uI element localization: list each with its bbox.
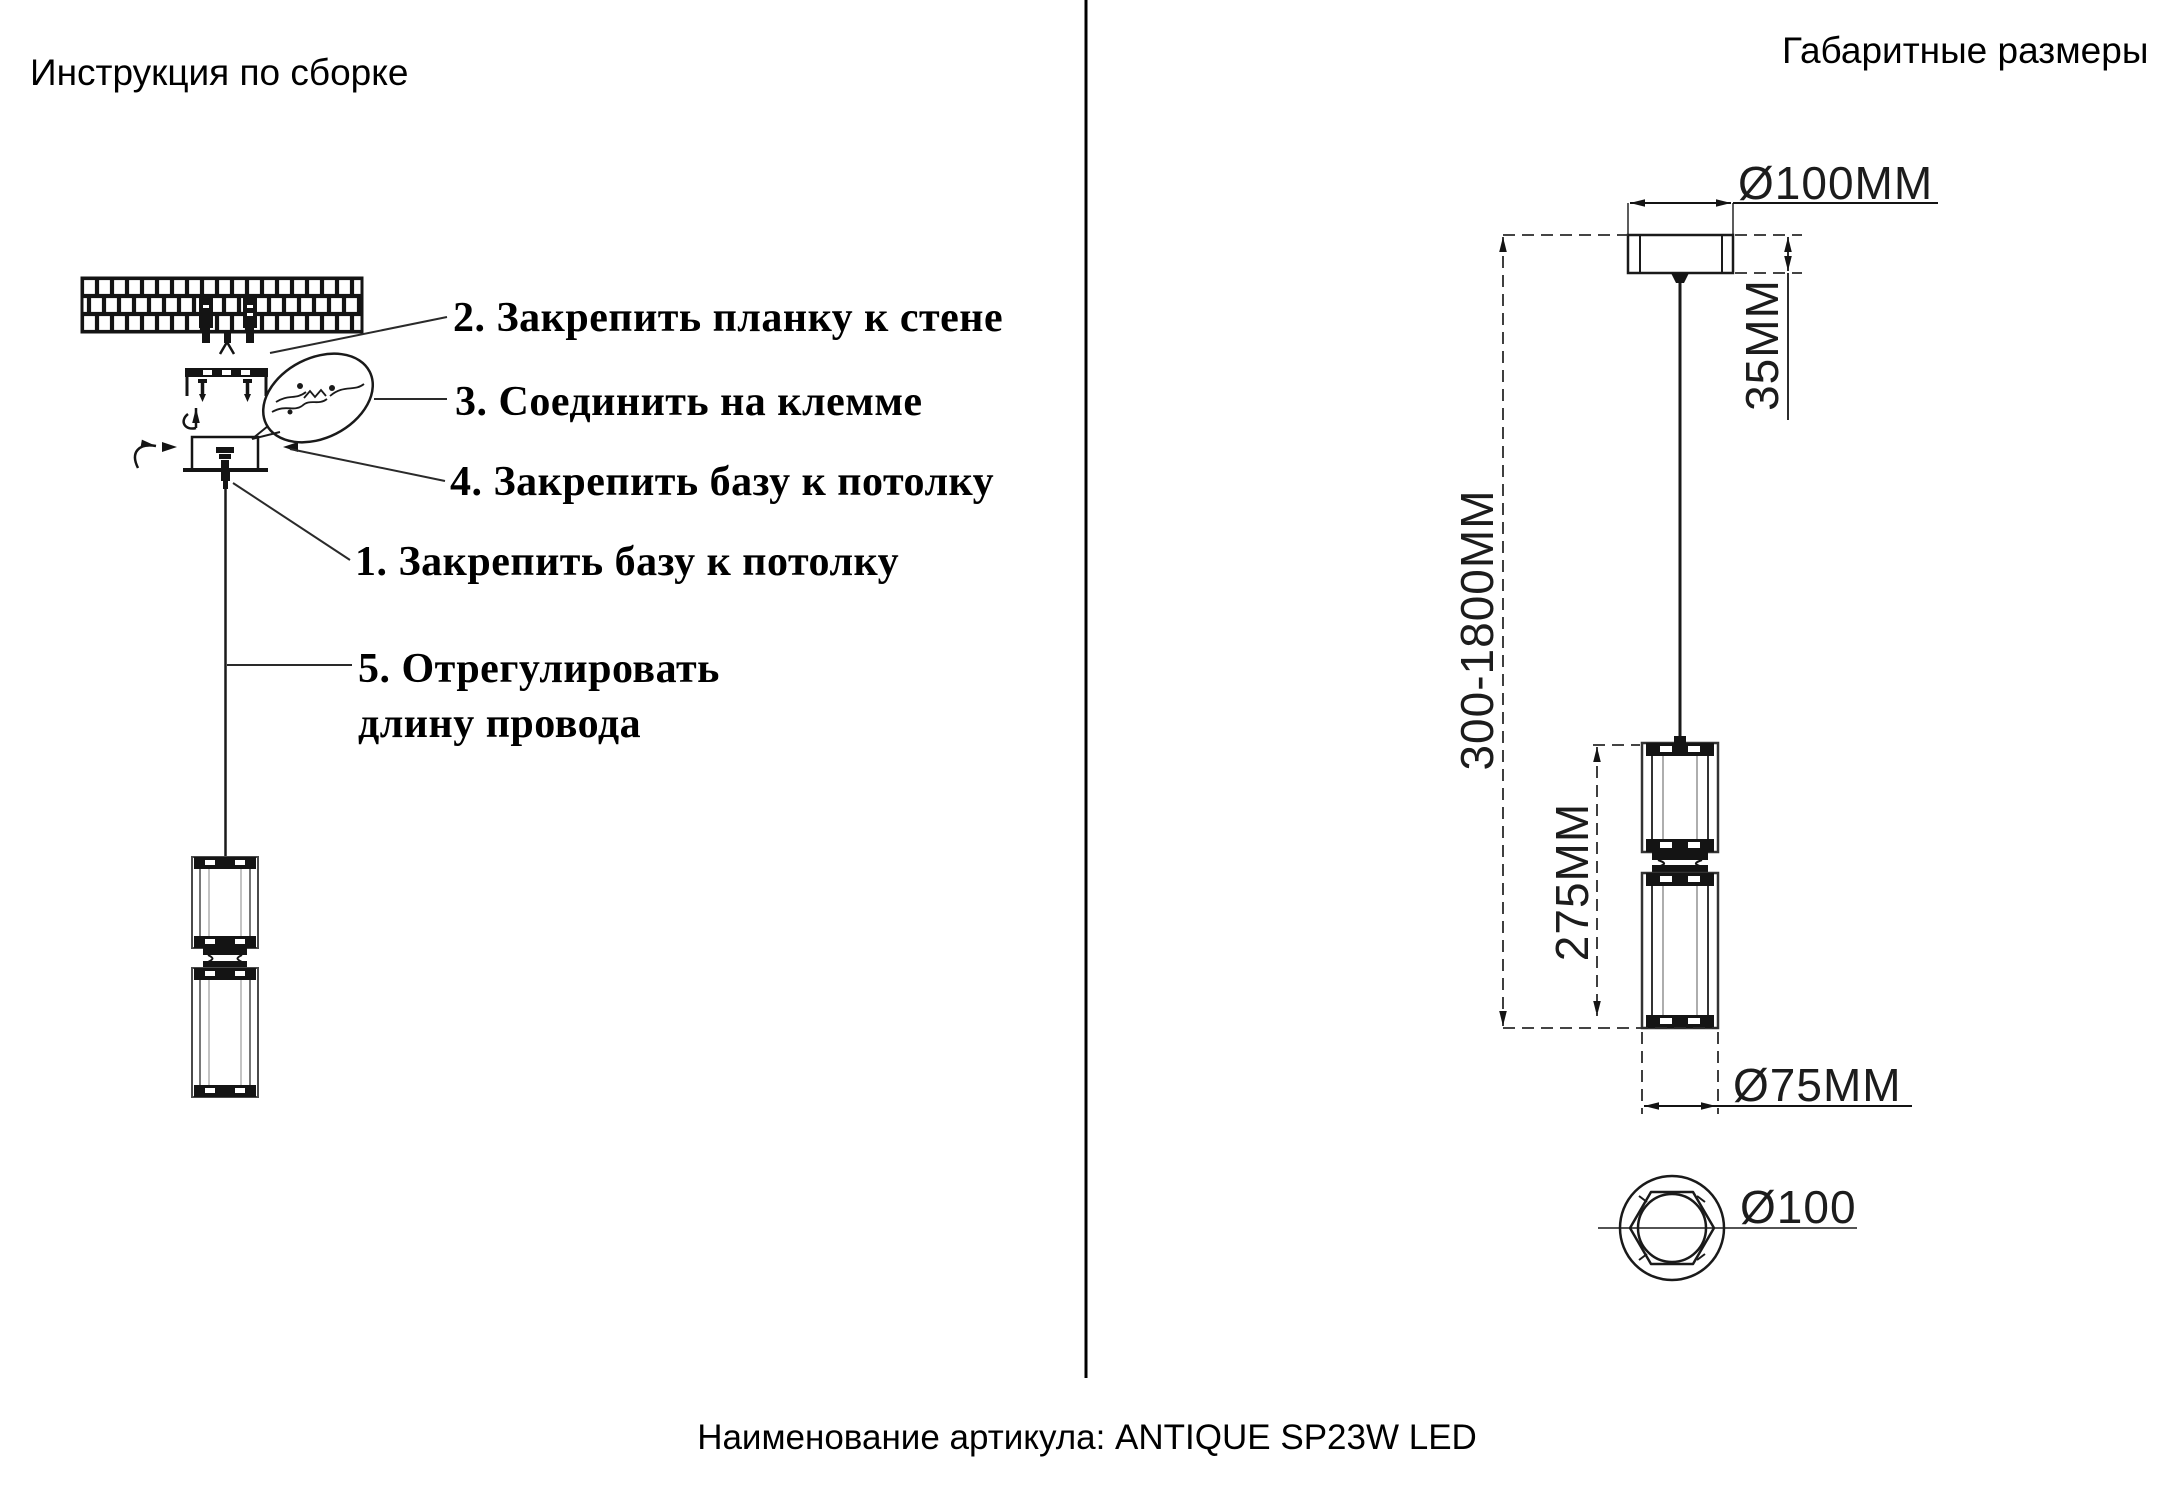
dim-label-base-top-view: Ø100 (1740, 1181, 1857, 1233)
rotation-arrow-icon (184, 408, 196, 429)
pendant-lamp-right (1642, 736, 1718, 1028)
step-3-label: 3. Соединить на клемме (455, 379, 923, 425)
step-2-label: 2. Закрепить планку к стене (453, 295, 1004, 341)
step-5-label-line1: 5. Отрегулировать (358, 646, 720, 692)
terminal-magnifier (248, 336, 388, 460)
step-1-label: 1. Закрепить базу к потолку (355, 539, 900, 585)
step-5-label-line2: длину провода (358, 701, 642, 747)
bracket-screws (198, 379, 252, 402)
dim-label-body-diameter: Ø75MM (1733, 1059, 1902, 1111)
dim-label-suspension-range: 300-1800MM (1451, 489, 1503, 771)
dim-label-canopy-height: 35MM (1736, 279, 1788, 411)
dim-cable-range (1503, 235, 1718, 1028)
article-name-caption: Наименование артикула: ANTIQUE SP23W LED (697, 1418, 1477, 1457)
base-canopy (183, 437, 268, 489)
pendant-lamp-left (192, 857, 258, 1097)
dimension-drawing (1503, 203, 1938, 1280)
mounting-bracket (185, 368, 268, 396)
canopy-side-view (1628, 203, 1733, 283)
left-section-title: Инструкция по сборке (30, 52, 409, 93)
right-section-title: Габаритные размеры (1782, 30, 2149, 71)
dim-body-height (1593, 745, 1640, 1016)
dim-label-body-height: 275MM (1546, 802, 1598, 962)
dim-label-top-diameter: Ø100MM (1738, 157, 1934, 209)
brick-wall (82, 278, 362, 332)
step-4-label: 4. Закрепить базу к потолку (450, 459, 995, 505)
